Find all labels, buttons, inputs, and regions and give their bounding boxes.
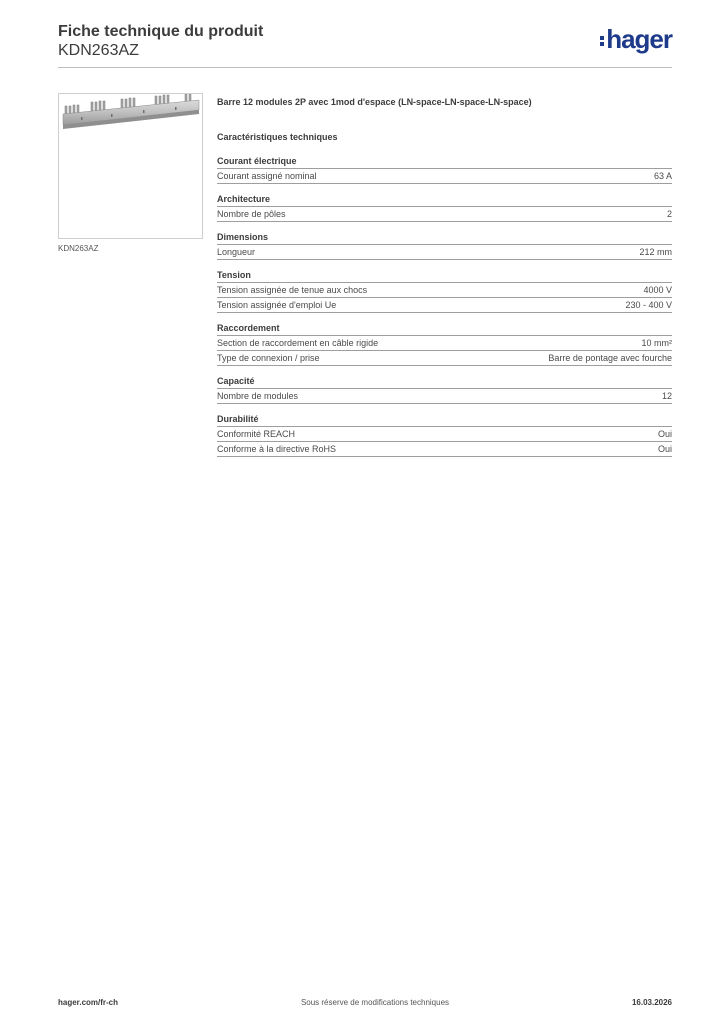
document-title: Fiche technique du produit	[58, 23, 264, 40]
spec-value: 63 A	[653, 171, 672, 181]
spec-group-title: Dimensions	[217, 231, 672, 245]
spec-group-title: Tension	[217, 269, 672, 283]
footer-website-link[interactable]: hager.com/fr-ch	[58, 998, 119, 1007]
spec-row	[217, 283, 672, 298]
header-divider	[58, 67, 672, 68]
spec-value: 12	[661, 391, 672, 401]
spec-label: Nombre de pôles	[217, 209, 286, 219]
spec-group-electrical-current	[217, 155, 672, 184]
spec-group-title: Courant électrique	[217, 155, 672, 169]
spec-row	[217, 351, 672, 366]
spec-value: 10 mm²	[641, 338, 672, 348]
spec-group-title: Capacité	[217, 375, 672, 389]
spec-group-title: Durabilité	[217, 413, 672, 427]
spec-label: Nombre de modules	[217, 391, 299, 401]
specifications-content	[217, 96, 672, 466]
spec-value: 2	[666, 209, 672, 219]
spec-value: Oui	[657, 429, 672, 439]
spec-group-sustainability	[217, 413, 672, 457]
hager-logo	[600, 24, 672, 54]
spec-label: Conformité REACH	[217, 429, 296, 439]
spec-row	[217, 298, 672, 313]
busbar-image-icon	[59, 94, 202, 238]
spec-value: 230 - 400 V	[625, 300, 672, 310]
spec-group-title: Raccordement	[217, 322, 672, 336]
spec-value: Barre de pontage avec fourche	[548, 353, 672, 363]
spec-group-title: Architecture	[217, 193, 672, 207]
footer-notice: Sous réserve de modifications techniques	[300, 998, 450, 1007]
spec-row	[217, 336, 672, 351]
spec-group-connection	[217, 322, 672, 366]
spec-row	[217, 169, 672, 184]
image-caption: KDN263AZ	[58, 244, 99, 253]
spec-label: Courant assigné nominal	[217, 171, 317, 181]
spec-group-dimensions	[217, 231, 672, 260]
spec-label: Longueur	[217, 247, 256, 257]
product-reference: KDN263AZ	[58, 42, 139, 59]
spec-row	[217, 427, 672, 442]
spec-value: Oui	[657, 444, 672, 454]
spec-group-voltage	[217, 269, 672, 313]
spec-label: Tension assignée d'emploi Ue	[217, 300, 337, 310]
page-header	[58, 22, 672, 60]
spec-value: 4000 V	[643, 285, 672, 295]
spec-label: Conforme à la directive RoHS	[217, 444, 337, 454]
page-footer	[58, 998, 672, 1007]
spec-row	[217, 389, 672, 404]
spec-group-capacity	[217, 375, 672, 404]
spec-label: Type de connexion / prise	[217, 353, 320, 363]
spec-row	[217, 442, 672, 457]
spec-group-architecture	[217, 193, 672, 222]
logo-text: hager	[606, 24, 672, 54]
logo-dots-icon	[600, 35, 604, 47]
footer-date: 16.03.2026	[631, 998, 672, 1007]
spec-row	[217, 207, 672, 222]
product-description: Barre 12 modules 2P avec 1mod d'espace (LN-space-LN-space-LN-space)	[217, 97, 532, 107]
spec-row	[217, 245, 672, 260]
spec-label: Section de raccordement en câble rigide	[217, 338, 379, 348]
technical-characteristics-title: Caractéristiques techniques	[217, 132, 338, 142]
spec-value: 212 mm	[639, 247, 672, 257]
spec-label: Tension assignée de tenue aux chocs	[217, 285, 368, 295]
product-image	[58, 93, 203, 239]
